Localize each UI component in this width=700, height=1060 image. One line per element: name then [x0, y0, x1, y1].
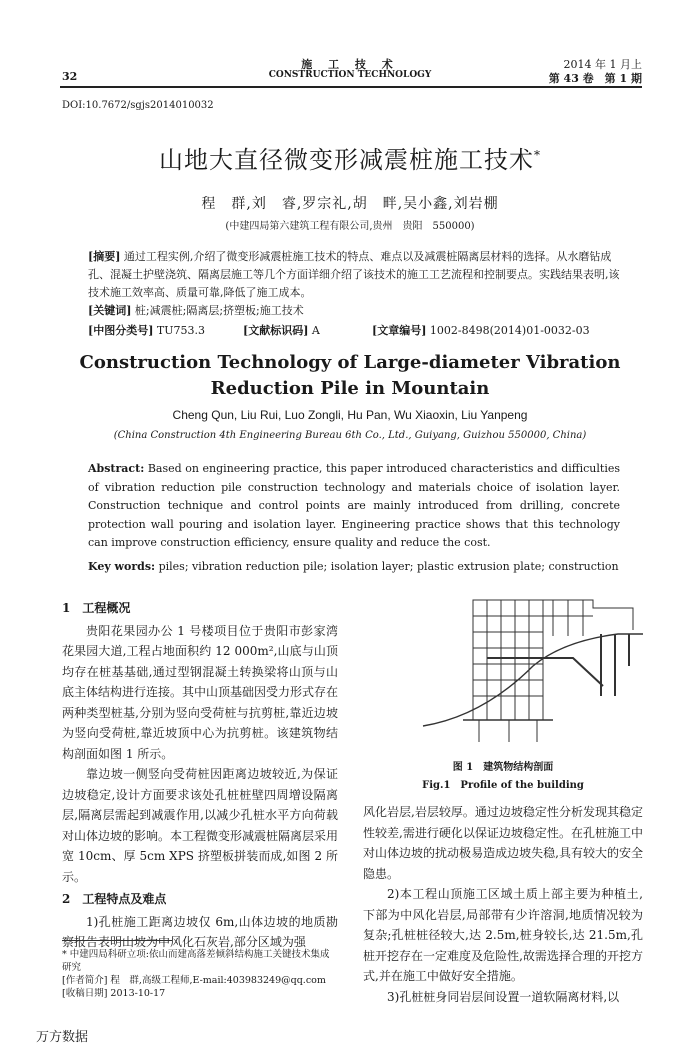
building-profile-figure [363, 596, 643, 746]
authors-en: Cheng Qun, Liu Rui, Luo Zongli, Hu Pan, Wu Xiaoxin, Liu Yanpeng [172, 408, 528, 422]
issue-date: 2014 年 1 月上 [563, 58, 642, 71]
title-en-line1: Construction Technology of Large-diameter Vibration [79, 352, 621, 373]
footnote-author: [作者简介] 程 群,高级工程师,E-mail:403983249@qq.com [62, 975, 326, 986]
section1-paragraph1: 贵阳花果园办公 1 号楼项目位于贵阳市彭家湾花果园大道,工程占地面积约 12 000m²,山底与山顶均存在桩基基础,通过型钢混凝土转换梁将山顶与山底主体结构进行连接。其中山顶基础因受力形式存在两种类型桩基,分别为竖向受荷桩与抗剪桩,靠近边坡为竖向受荷桩,靠近坡顶中心为抗剪桩。该建筑物结构剖面如图 1 所示。 [62, 623, 339, 761]
affiliation-cn: (中建四局第六建筑工程有限公司,贵州 贵阳 550000) [225, 221, 475, 232]
abstract-cn-text: 通过工程实例,介绍了微变形减震桩施工技术的特点、难点以及减震桩隔离层材料的选择。从水磨钻成孔、混凝土护壁浇筑、隔离层施工等几个方面详细介绍了该技术的施工工艺流程和控制要点。实践结果表明,该技术施工效率高、质量可靠,降低了施工成本。 [88, 250, 620, 299]
doc-code-label: [文献标识码] [243, 324, 309, 337]
title-en-line2: Reduction Pile in Mountain [210, 378, 490, 399]
abstract-en-text: Based on engineering practice, this paper introduced characteristics and difficulties of vibration reduction pile construction technology and materials choice of isolation layer. Construction technique and control points are mainly introduced from drilling, concrete protection wall pouring and isolation layer. Engineering practice shows that this technology can improve construction efficiency, ensure quality and reduce the cost. [88, 462, 620, 549]
header-rule [60, 86, 642, 88]
abstract-en-label: Abstract: [88, 462, 145, 475]
abstract-en [88, 460, 620, 553]
figure-caption-en: Fig.1 Profile of the building [422, 780, 584, 791]
figure-caption-cn: 图 1 建筑物结构剖面 [452, 762, 554, 773]
clc-label: [中图分类号] [88, 324, 154, 337]
right-paragraph2: 2)本工程山顶施工区域土质上部主要为种植土,下部为中风化岩层,局部带有少许溶洞,地质情况较为复杂;孔桩桩径较大,达 2.5m,桩身较长,达 21.5m,孔桩开挖存在一定难度及危险性,故需选择合理的开挖方式,并在施工中做好安全措施。 [363, 887, 643, 983]
body-left-column [62, 596, 338, 953]
keywords-cn-text: 桩;减震桩;隔离层;挤塑板;施工技术 [134, 304, 304, 317]
title-en [0, 350, 700, 402]
keywords-en-label: Key words: [88, 560, 156, 573]
page-number: 32 [62, 70, 78, 83]
abstract-cn [88, 248, 620, 302]
wanfang-watermark: 万方数据 [36, 1030, 89, 1045]
article-no-value: 1002-8498(2014)01-0032-03 [429, 324, 590, 337]
footnotes [62, 948, 338, 1000]
section1-paragraph2: 靠边坡一侧竖向受荷桩因距离边坡较近,为保证边坡稳定,设计方面要求该处孔桩桩壁四周增设隔离层,隔离层需起到减震作用,以减少孔桩水平方向荷载对山体边坡的影响。本工程微变形减震桩隔离层采用宽 10cm、厚 5cm XPS 挤塑板拼装而成,如图 2 所示。 [62, 767, 339, 884]
footnote-fund: * 中建四局科研立项:依山而建高落差倾斜结构施工关键技术集成研究 [62, 949, 330, 973]
footnote-rule [62, 940, 172, 941]
authors-cn: 程 群,刘 睿,罗宗礼,胡 畔,吴小鑫,刘岩棚 [201, 196, 499, 212]
journal-name-cn: 施 工 技 术 [301, 58, 399, 71]
keywords-cn [88, 302, 620, 318]
right-paragraph3: 3)孔桩桩身同岩层间设置一道软隔离材料,以 [387, 989, 620, 1004]
title-footnote-mark: * [534, 148, 541, 162]
body-right-column [363, 802, 643, 1007]
title-cn: 山地大直径微变形减震桩施工技术* [159, 146, 541, 174]
journal-name-en: CONSTRUCTION TECHNOLOGY [268, 70, 432, 80]
doc-code-value: A [311, 324, 320, 337]
doi: DOI:10.7672/sgjs2014010032 [62, 100, 214, 111]
keywords-en [88, 560, 620, 573]
keywords-cn-label: [关键词] [88, 304, 132, 317]
right-paragraph1: 风化岩层,岩层较厚。通过边坡稳定性分析发现其稳定性较差,需进行硬化以保证边坡稳定性。在孔桩施工中对山体边坡的扰动极易造成边坡失稳,具有较大的安全隐患。 [363, 805, 643, 881]
footnote-date: [收稿日期] 2013-10-17 [62, 988, 166, 999]
article-no-label: [文章编号] [372, 324, 427, 337]
clc-value: TU753.3 [156, 324, 206, 337]
keywords-en-text: piles; vibration reduction pile; isolation layer; plastic extrusion plate; construction [158, 560, 619, 573]
section2-paragraph1: 1)孔桩施工距离边坡仅 6m,山体边坡的地质勘察报告表明山坡为中风化石灰岩,部分区域为强 [62, 914, 338, 949]
affiliation-en: (China Construction 4th Engineering Bureau 6th Co., Ltd., Guiyang, Guizhou 550000, China) [113, 430, 587, 441]
volume-issue: 第 43 卷 第 1 期 [548, 72, 642, 85]
section1-heading: 1 工程概况 [62, 601, 131, 615]
abstract-cn-label: [摘要] [88, 250, 121, 263]
section2-heading: 2 工程特点及难点 [62, 892, 167, 906]
